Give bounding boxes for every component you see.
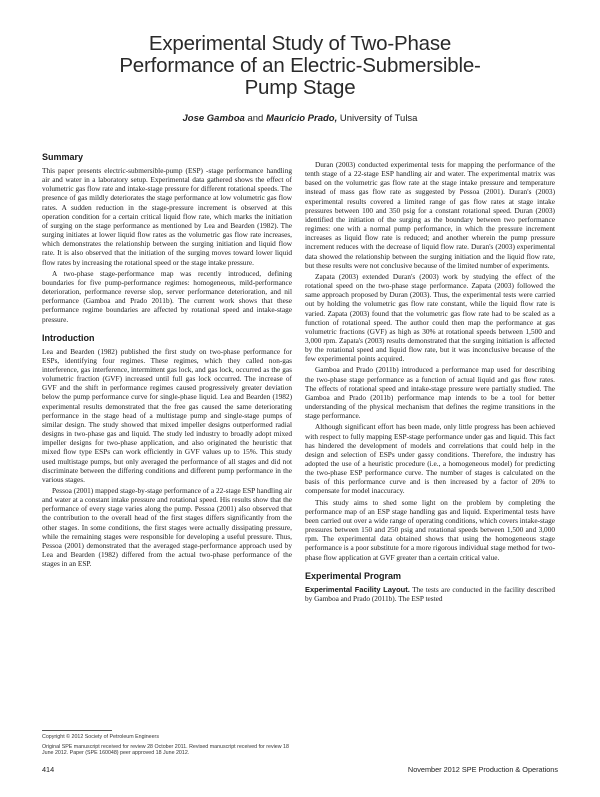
body-paragraph: Zapata (2003) extended Duran's (2003) work by studying the effect of the rotational speed on the two-phase stage performance. Zapata (2003) followed the same approach proposed by Duran (2003). Thus, the experimental tests were carried out by holding the volumetric gas flow rate constant, while the liquid flow rate is varied. Zapata (2003) found that the volumetric gas flow rate had to be scaled as a function of rotational speed. The author could then map the performance at gas volumetric fractions (GVF) as high as 30% at rotational speeds between 1,500 and 3,000 rpm. Zapata's (2003) results demonstrated that the surging initiation is affected by the rotational speed and liquid flow rate, but it was inconclusive because of the few experimental points acquired.	[305, 271, 555, 364]
summary-paragraph: This paper presents electric-submersible-pump (ESP) -stage performance handling air and water in a laboratory setup. Experimental data gathered shows the effect of volumetric gas flow rate and intake-stage pressure for different rotational speeds. The presence of gas mildly deteriorates the stage performance at low volumetric gas flow rates. A sudden reduction in the stage-pressure increment is observed at this operation condition for a certain critical liquid flow rate, which marks the initiation of surging on the stage performance as mentioned by Lea and Bearden (1982). The surging initiates at lower liquid flow rates as the volumetric gas flow rate increases, which demonstrates the relationship between the surging initiation and liquid flow rate. It is also observed that the initiation of the surging moves toward lower liquid flow rates by increasing the rotational speed or the stage intake pressure.	[42, 166, 292, 267]
facility-paragraph	[305, 585, 555, 603]
body-paragraph: This study aims to shed some light on the problem by completing the performance map of an ESP stage handling gas and liquid. Experimental tests have been carried out over a wide range of operating conditions, which covers intake-stage pressures between 150 and 250 psig and rotational speeds between 1,500 and 3,000 rpm. The experimental data obtained shows that using the homogeneous stage performance is a poor substitute for a more rigorous individual stage method for two-phase flow application at GVF greater than a certain critical value.	[305, 497, 555, 562]
body-paragraph: Duran (2003) conducted experimental tests for mapping the performance of the tenth stage of a 22-stage ESP handling air and water. The experimental matrix was based on the volumetric gas flow rate at the stage intake pressure and temperature instead of mass gas flow rate as suggested by Pessoa (2001). Duran's (2003) experimental results covered a limited range of gas flow rates at stage intake pressures between 100 and 350 psig for a constant rotational speed. Duran (2003) identified the initiation of the surging as the boundary between two performance regimes: one with a normal pump performance, in which the pressure increment increases as liquid flow rate is reduced; and another wherein the pump pressure increment reduces with the decrease of liquid flow rate. Duran's (2003) experimental data showed the relationship between the surging initiation and the liquid flow rate, but these results were not conclusive because of the limited number of experiments.	[305, 160, 555, 270]
footnote	[42, 734, 292, 760]
footnote-divider	[42, 730, 112, 731]
title-line: Pump Stage	[244, 76, 356, 99]
summary-heading: Summary	[42, 152, 84, 162]
author-affiliation: University of Tulsa	[339, 113, 418, 124]
body-paragraph: Gamboa and Prado (2011b) introduced a performance map used for describing the two-phase stage performance as a function of actual liquid and gas flow rates. The effects of rotational speed and intake-stage pressure were partially studied. The Gamboa and Prado (2011b) performance map intends to be a tool for better understanding of the physical mechanism that defines the regime transitions in the stage performance.	[305, 365, 555, 421]
introduction-paragraph: Lea and Bearden (1982) published the first study on two-phase performance for ESPs, identifying four regimes. These regimes, which they called non-gas interference, gas interference, intermittent gas lock, and gas lock, occurred as the gas volumetric fraction (GVF) increased until full gas lock occurred. The increase of GVF and the shift in performance regimes caused progressively greater deviation below the pump performance curve for single-phase liquid. Lea and Bearden (1982) experimental results demonstrated that the free gas caused the same deteriorating performance in the stage head of a multistage pump and single-stage pumps of similar design. The study showed that mixed impeller designs outperformed radial designs in two-phase gas and liquid. The study led industry to broadly adopt mixed impeller designs for two-phase application, and also originated the heuristic that mixed flow type ESPs can work efficiently in GVF values up to 15%. This study used multistage pumps, but only averaged the performance of all stages and did not discriminate between the differing conditions and different pump performance in the various stages.	[42, 346, 292, 484]
right-column	[305, 160, 555, 605]
body-paragraph: Although significant effort has been made, only little progress has been achieved with respect to fully mapping ESP-stage performance under gas and liquid. This fact has hindered the development of models and correlations that could help in the design and selection of ESPs under gassy conditions. Therefore, the industry has adopted the use of a heuristic procedure (i.e., a homogeneous model) for predicting the two-phase ESP performance curve. The number of stages is calculated on the basis of this performance curve and is then increased by a factor of 20% to compensate for model inaccuracy.	[305, 422, 555, 496]
facility-text: The tests are conducted in the facility described by Gamboa and Prado (2011b). The ESP tested	[305, 584, 555, 603]
introduction-heading: Introduction	[42, 332, 95, 343]
journal-issue: November 2012 SPE Production & Operations	[407, 765, 558, 774]
experimental-program-heading: Experimental Program	[305, 570, 402, 581]
copyright-notice: Copyright © 2012 Society of Petroleum Engineers	[42, 734, 159, 740]
left-column	[42, 152, 292, 570]
author-name: Jose Gamboa	[182, 113, 245, 124]
manuscript-history: Original SPE manuscript received for review 28 October 2011. Revised manuscript received for review 18 June 2012. Paper (SPE 160048) peer approved 18 June 2012.	[42, 743, 289, 757]
author-line	[40, 113, 560, 124]
title-line: Performance of an Electric-Submersible-	[119, 54, 481, 77]
paper-title	[40, 33, 560, 99]
page-number: 414	[42, 765, 55, 774]
title-line: Experimental Study of Two-Phase	[148, 32, 452, 55]
author-conjunction: and	[247, 113, 264, 124]
author-name: Mauricio Prado,	[265, 113, 338, 124]
facility-subheading: Experimental Facility Layout.	[305, 584, 410, 594]
summary-paragraph: A two-phase stage-performance map was recently introduced, defining boundaries for five pump-performance regimes: homogeneous, mild-performance deterioration, performance reverse slop, server performance deterioration, and nil performance (Gamboa and Prado 2011b). The current work shows that these performance regime boundaries are affected by rotational speed and intake-stage pressure.	[42, 268, 292, 324]
introduction-paragraph: Pessoa (2001) mapped stage-by-stage performance of a 22-stage ESP handling air and water at a constant intake pressure and rotational speed. His results show that the performance of every stage varies along the pump. Pessoa (2001) also observed that the contribution to the overall head of the first stages differs significantly from the other stages. In some conditions, the first stages were actually dissipating pressure, while the remaining stages were responsible for developing a useful pressure. Thus, Pessoa (2001) demonstrated that the averaged stage-performance approach used by Lea and Bearden (1982) differed from the actual two-phase performance of the stages in an ESP.	[42, 486, 292, 569]
